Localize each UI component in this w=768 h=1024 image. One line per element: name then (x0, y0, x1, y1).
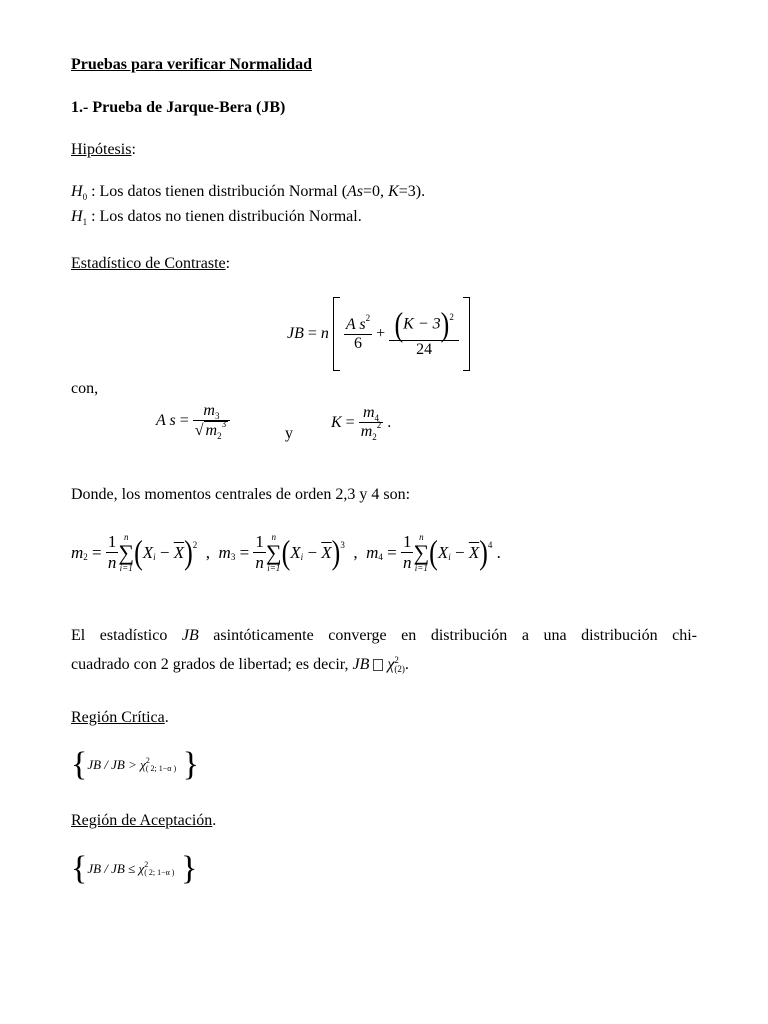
h1-symbol: H (71, 208, 83, 225)
central-moments: m 2 = $\frac{1}{n}$ n ∑ i=1 ( X i − $\overline{X}$ ) 2 , m 3 = $\frac{1}{n}$ n ∑ i=1 ( X i − $\overline{X}$ ) 3 , m 4 = $\frac{1}{n}$ n ∑ i=1 ( X i − $\overline{X}$ ) 4 . (71, 531, 501, 573)
m2-sub: 2 (217, 431, 222, 441)
donde-text: Donde, los momentos centrales de orden 2,3 y 4 son: (71, 486, 411, 503)
m3-m: m (203, 402, 215, 419)
page-title: Pruebas para verificar Normalidad (71, 56, 313, 73)
as-formula: A s = $\frac{m_3}{√ m_2^3}$ (156, 402, 230, 440)
m4-index: 4 (378, 551, 383, 562)
as-lhs: A s (156, 412, 176, 429)
statistic-label: Estadístico de Contraste (71, 255, 226, 272)
m4-sum-bot: i=1 (414, 562, 428, 573)
h0-eq0: =0, (363, 183, 389, 200)
m2-sum-bot: i=1 (119, 562, 133, 573)
den-six: 6 (344, 334, 372, 353)
tilde-box (373, 659, 383, 671)
para-p1: El estadístico (71, 627, 182, 644)
con-label: con, (71, 380, 99, 397)
as-def-fraction: $\frac{m_3}{√ m_2^3}$ (193, 402, 230, 440)
m2-symbol: m (71, 542, 84, 562)
m3-sum-bot: i=1 (267, 562, 281, 573)
h1-line: $H_1$ : Los datos no tienen distribución Normal. (71, 208, 362, 227)
acceptance-chi-sup: 2 (144, 860, 149, 869)
section-heading: 1.- Prueba de Jarque-Bera (JB) (71, 99, 286, 116)
m4-n: n (402, 553, 412, 572)
m3-sub: 3 (214, 411, 220, 421)
critical-expr: JB / JB > χ (87, 757, 146, 772)
paragraph-line-2: cuadrado con 2 grados de libertad; es decir, JB χ 2 (2) . (71, 655, 409, 675)
h0-as: As (347, 183, 364, 200)
m2-index: 2 (83, 551, 88, 562)
m4-sub: 4 (374, 413, 380, 423)
m4-exp: 4 (487, 539, 493, 550)
hypotheses-label: Hipótesis (71, 141, 132, 158)
m2-x: X (142, 542, 154, 562)
para-chi: χ (387, 656, 395, 673)
critical-label: Región Crítica (71, 709, 165, 726)
hypotheses-heading: Hipótesis: (71, 141, 136, 158)
jb-n: n (320, 325, 329, 342)
y-connector: y (285, 425, 293, 442)
m2-m: m (205, 422, 218, 439)
para-chi-sub: (2) (394, 664, 405, 675)
moment-m3: m 3 = $\frac{1}{n}$ n ∑ i=1 ( X i − $\overline{X}$ ) 3 (218, 531, 345, 573)
m4-i: i (448, 551, 451, 562)
jb-formula: JB = n $\frac{A s^2}{6}$ + $\frac{(K - 3)^2}{24}$ (287, 297, 470, 371)
m2-xbar: $\overline{X}$ (173, 542, 185, 562)
m4-xbar: $\overline{X}$ (468, 542, 480, 562)
m3-n: n (255, 553, 264, 572)
k-def-fraction (359, 404, 384, 441)
left-bracket (333, 297, 340, 371)
h0-line: $H_0$ : Los datos tienen distribución Normal (As=0, K=3). (71, 183, 426, 202)
m2-exp: 2 (192, 539, 198, 550)
moment-m4: m 4 = $\frac{1}{n}$ n ∑ i=1 ( X i − $\overline{X}$ ) 4 (366, 531, 493, 573)
jb-lhs: JB (287, 325, 304, 342)
m3-index: 3 (230, 551, 236, 562)
para-jb-2: JB (352, 656, 370, 673)
as-exp: 2 (365, 312, 371, 323)
m4-symbol: m (366, 542, 379, 562)
acceptance-expression: { JB / JB ≤ χ 2 ( 2; 1−α ) } (71, 850, 198, 887)
m2-sum-top: n (123, 531, 129, 542)
para-jb: JB (181, 627, 199, 644)
right-bracket (463, 297, 470, 371)
m2b-m: m (360, 423, 373, 440)
k-formula: K = $\frac{m_4}{m_2^2}$ . (331, 404, 392, 442)
m2b-sub: 2 (372, 432, 377, 442)
m2-n: n (107, 553, 117, 572)
h0-symbol: H (71, 183, 83, 200)
acceptance-chi-sub: ( 2; 1−α ) (144, 868, 175, 877)
m3-symbol: m (218, 542, 231, 562)
m3-one: 1 (255, 532, 264, 551)
m3-i: i (300, 551, 304, 562)
k-fraction: $\frac{(K - 3)^2}{24}$ (389, 310, 459, 359)
m2-one: 1 (107, 532, 117, 551)
moment-m2: m 2 = $\frac{1}{n}$ n ∑ i=1 ( X i − $\overline{X}$ ) 2 (71, 531, 198, 573)
m3-x: X (290, 542, 301, 562)
m3-exp: 3 (340, 539, 345, 550)
statistic-heading: Estadístico de Contraste: (71, 255, 231, 272)
critical-heading: Región Crítica. (71, 709, 169, 726)
den-twentyfour: 24 (389, 340, 459, 359)
critical-chi-sub: ( 2; 1−α ) (145, 764, 177, 773)
m2-sup: 3 (221, 419, 227, 429)
m4-m: m (362, 404, 375, 421)
critical-expression: { JB / JB > χ 2 ( 2; 1−α ) } (71, 746, 199, 783)
m4-one: 1 (402, 532, 412, 551)
h0-text-a: Los datos tienen distribución Normal ( (99, 183, 348, 200)
m4-x: X (437, 542, 449, 562)
as-fraction (344, 312, 372, 353)
m3-xbar: $\overline{X}$ (321, 542, 332, 562)
h0-sub: 0 (82, 192, 88, 202)
m3-sum-top: n (271, 531, 277, 542)
as-numerator: A s (345, 315, 366, 333)
paragraph-line-1 (71, 627, 697, 645)
k-exp: 2 (449, 312, 454, 323)
m4-sum-top: n (419, 531, 424, 542)
para-p3: cuadrado con 2 grados de libertad; es decir, (71, 656, 353, 673)
acceptance-label: Región de Aceptación (71, 812, 213, 829)
para-p2: asintóticamente converge en distribución a una distribución chi- (198, 627, 697, 644)
acceptance-expr: JB / JB ≤ χ (87, 861, 145, 876)
h0-eq3: =3). (398, 183, 426, 200)
m2-i: i (153, 551, 156, 562)
k-minus-3: K − 3 (403, 315, 441, 333)
h0-k: K (388, 183, 399, 200)
h1-text: Los datos no tienen distribución Normal. (99, 208, 362, 225)
m2b-sup: 2 (376, 420, 382, 430)
critical-chi-sup: 2 (145, 756, 150, 765)
para-chi-sup: 2 (394, 655, 399, 666)
k-lhs: K (331, 413, 342, 431)
acceptance-heading: Región de Aceptación. (71, 812, 217, 829)
h1-sub: 1 (82, 217, 88, 227)
